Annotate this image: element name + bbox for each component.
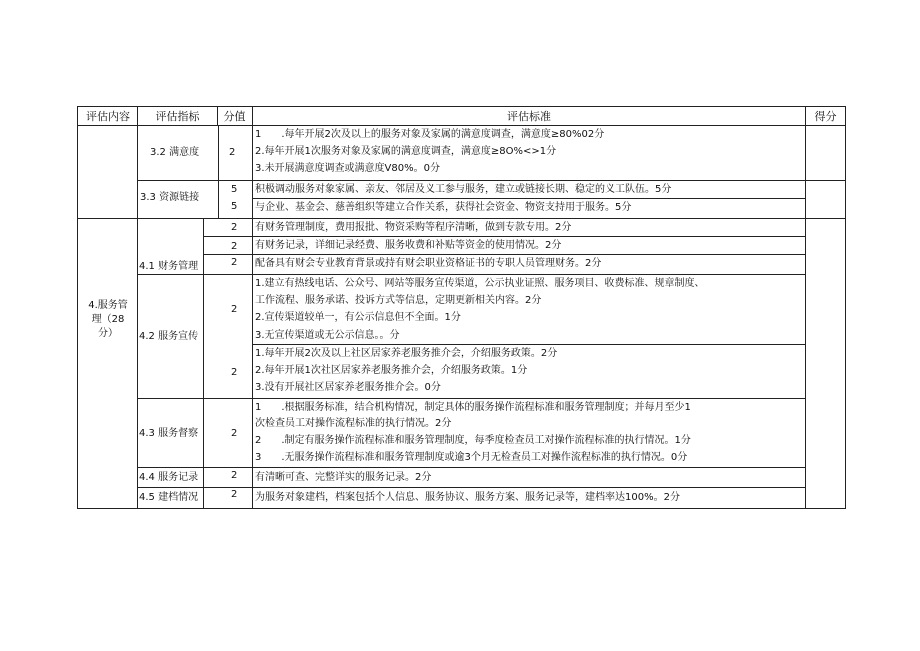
- standard-archives: 为服务对象建档，档案包括个人信息、服务协议、服务方案、服务记录等，建档率达100%。2分: [255, 492, 680, 503]
- indicator-supervision: 4.3 服务督察: [139, 428, 199, 439]
- standard-publicity-row-1-line-3: 2.宣传渠道较单一，有公示信息但不全面。1分: [255, 312, 461, 323]
- standard-satisfaction-line-1: 1 .每年开展2次及以上的服务对象及家属的满意度调查，满意度≥80%02分: [255, 129, 605, 140]
- standard-supervision-line-1: 1 .根据服务标准，结合机构情况，制定具体的服务操作流程标准和服务管理制度；并每月至少1: [255, 402, 691, 413]
- indicator-archives: 4.5 建档情况: [139, 492, 199, 503]
- standard-supervision-line-3: 2 .制定有服务操作流程标准和服务管理制度，每季度检查员工对操作流程标准的执行情况。1分: [255, 435, 691, 446]
- header-evaluation-indicator: 评估指标: [155, 110, 200, 123]
- score-satisfaction: 2: [229, 147, 236, 158]
- category-service-management-line-2: 理（28: [91, 314, 125, 325]
- header-evaluation-standard: 评估标准: [507, 110, 551, 123]
- standard-publicity-row-1-line-4: 3.无宣传渠道或无公示信息。。分: [255, 330, 400, 341]
- score-finance-row-1: 2: [231, 222, 238, 233]
- indicator-service-records: 4.4 服务记录: [139, 472, 199, 483]
- score-finance-row-2: 2: [231, 241, 238, 252]
- standard-resource-row-1: 积极调动服务对象家属、亲友、邻居及义工参与服务，建立或链接长期、稳定的义工队伍。5分: [255, 184, 672, 195]
- standard-publicity-row-1-line-1: 1.建立有热线电话、公众号、网站等服务宣传渠道，公示执业证照、服务项目、收费标准、规章制度、: [255, 278, 705, 289]
- standard-publicity-row-2-line-3: 3.没有开展社区居家养老服务推介会。0分: [255, 382, 441, 393]
- standard-supervision-line-4: 3 .无服务操作流程标准和服务管理制度或逾3个月无检查员工对操作流程标准的执行情况。0分: [255, 452, 688, 463]
- score-supervision: 2: [231, 428, 238, 439]
- standard-publicity-row-2-line-1: 1.每年开展2次及以上社区居家养老服务推介会，介绍服务政策。2分: [255, 348, 558, 359]
- header-obtained-score: 得分: [814, 110, 837, 123]
- standard-service-records: 有清晰可查、完整详实的服务记录。2分: [255, 472, 432, 483]
- score-resource-row-1: 5: [231, 184, 238, 195]
- standard-publicity-row-2-line-2: 2.每年开展1次社区居家养老服务推介会，介绍服务政策。1分: [255, 365, 528, 376]
- standard-finance-row-3: 配备具有财会专业教育背景或持有财会职业资格证书的专职人员管理财务。2分: [255, 258, 602, 269]
- indicator-finance: 4.1 财务管理: [139, 261, 199, 272]
- standard-satisfaction-line-3: 3.未开展满意度调查或满意度V80%。0分: [255, 163, 440, 174]
- standard-resource-row-2: 与企业、基金会、慈善组织等建立合作关系，获得社会资金、物资支持用于服务。5分: [255, 202, 632, 213]
- header-score-value: 分值: [223, 110, 246, 123]
- standard-finance-row-2: 有财务记录，详细记录经费、服务收费和补贴等资金的使用情况。2分: [255, 240, 562, 251]
- indicator-satisfaction: 3.2 满意度: [150, 147, 200, 158]
- standard-satisfaction-line-2: 2.每年开展1次服务对象及家属的满意度调查，满意度≥8O%<>1分: [255, 146, 557, 157]
- score-resource-row-2: 5: [231, 201, 238, 212]
- score-publicity-row-1: 2: [231, 304, 238, 315]
- standard-publicity-row-1-line-2: 工作流程、服务承诺、投诉方式等信息，定期更新相关内容。2分: [255, 295, 542, 306]
- score-archives: 2: [231, 489, 238, 500]
- score-finance-row-3: 2: [231, 257, 238, 268]
- category-service-management-line-1: 4.服务管: [88, 300, 128, 311]
- category-service-management-line-3: 分）: [98, 328, 118, 339]
- score-service-records: 2: [231, 470, 238, 481]
- standard-supervision-line-2: 次检查员工对操作流程标准的执行情况。2分: [255, 418, 452, 429]
- header-evaluation-content: 评估内容: [86, 110, 130, 123]
- standard-finance-row-1: 有财务管理制度，费用报批、物资采购等程序清晰，做到专款专用。2分: [255, 222, 572, 233]
- score-publicity-row-2: 2: [231, 367, 238, 378]
- indicator-publicity: 4.2 服务宣传: [139, 331, 199, 342]
- indicator-resource-linkage: 3.3 资源链接: [140, 192, 200, 203]
